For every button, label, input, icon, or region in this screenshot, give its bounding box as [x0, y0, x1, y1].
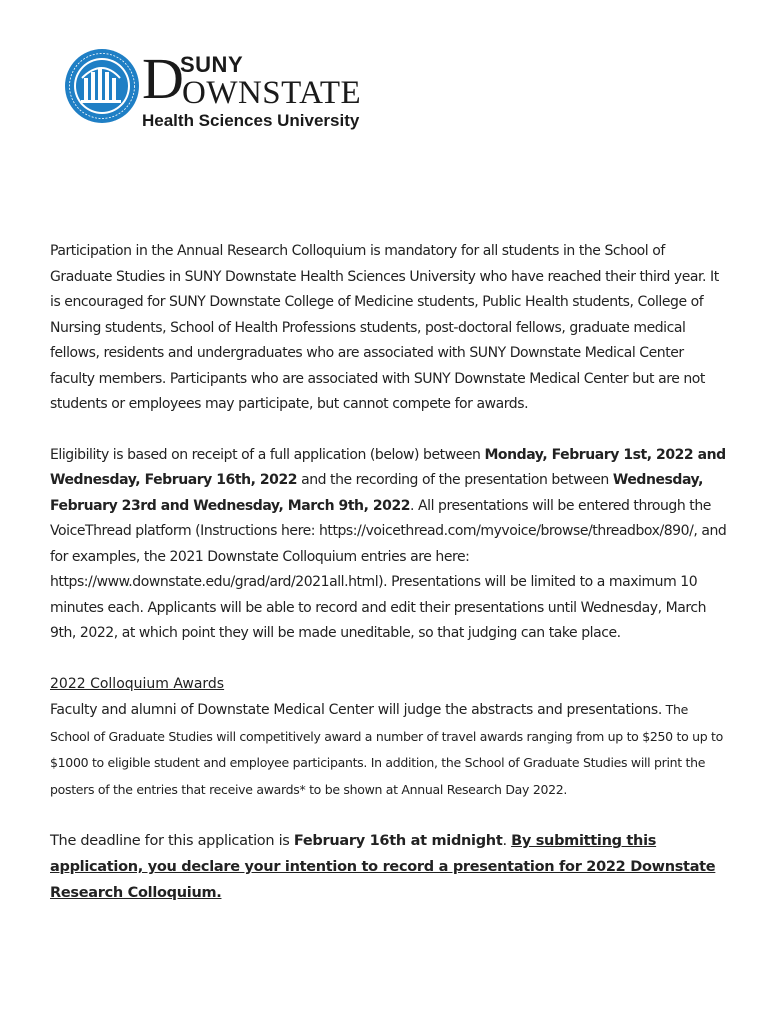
university-seal-icon	[64, 48, 140, 124]
eligibility-text-1: Eligibility is based on receipt of a full application (below) between	[50, 446, 485, 463]
deadline-text-2: .	[502, 833, 512, 849]
university-wordmark	[142, 46, 382, 134]
awards-paragraph	[50, 697, 730, 803]
deadline-text-1: The deadline for this application is	[50, 833, 294, 849]
deadline-date: February 16th at midnight	[293, 833, 503, 849]
awards-lead: Faculty and alumni of Downstate Medical Center will judge the abstracts and presentations.	[50, 702, 662, 718]
eligibility-paragraph	[50, 443, 730, 647]
eligibility-text-3: . All presentations will be entered through the VoiceThread platform (Instructions here: https://voicethread.com/myvoice/browse/threadbox/890/, and for examples, the 2021 Downstate Colloquium entries are here: https://www.downstate.edu/grad/ard/2021all.html). Presentations will be limited to a maximum 10 minutes each. Applicants will be able to record and edit their presentations until Wednesday, March 9th, 2022, at which point they will be made uneditable, so that judging can take place.	[50, 497, 727, 641]
participation-paragraph: Participation in the Annual Research Colloquium is mandatory for all students in the School of Graduate Studies in SUNY Downstate Health Sciences University who have reached their third year. It is encouraged for SUNY Downstate College of Medicine students, Public Health students, College of Nursing students, School of Health Professions students, post-doctoral fellows, graduate medical fellows, residents and undergraduates who are associated with SUNY Downstate Medical Center faculty members. Participants who are associated with SUNY Downstate Medical Center but are not students or employees may participate, but cannot compete for awards.	[50, 243, 719, 412]
awards-heading: 2022 Colloquium Awards	[50, 675, 225, 692]
declaration-statement: By submitting this application, you declare your intention to record a presentation for 2022 Downstate Research Colloquium.	[50, 833, 716, 901]
logo-subtitle: Health Sciences University	[142, 111, 360, 130]
logo-letter-d: D	[142, 46, 184, 111]
recording-window-dates: Wednesday, February 23rd and Wednesday, March 9th, 2022	[50, 472, 703, 514]
awards-section	[50, 672, 730, 804]
awards-detail: The School of Graduate Studies will competitively award a number of travel awards ranging from up to $250 to up to $1000 to eligible student and employee participants. In addition, the School of Graduate Studies will print the posters of the entries that receive awards* to be shown at Annual Research Day 2022.	[50, 702, 723, 797]
logo-ownstate: OWNSTATE	[182, 75, 362, 111]
deadline-paragraph	[50, 828, 730, 906]
document-body	[50, 239, 730, 906]
logo-suny: SUNY	[180, 52, 244, 77]
eligibility-text-2: and the recording of the presentation between	[297, 472, 613, 488]
application-window-dates: Monday, February 1st, 2022 and Wednesday, February 16th, 2022	[50, 446, 726, 488]
